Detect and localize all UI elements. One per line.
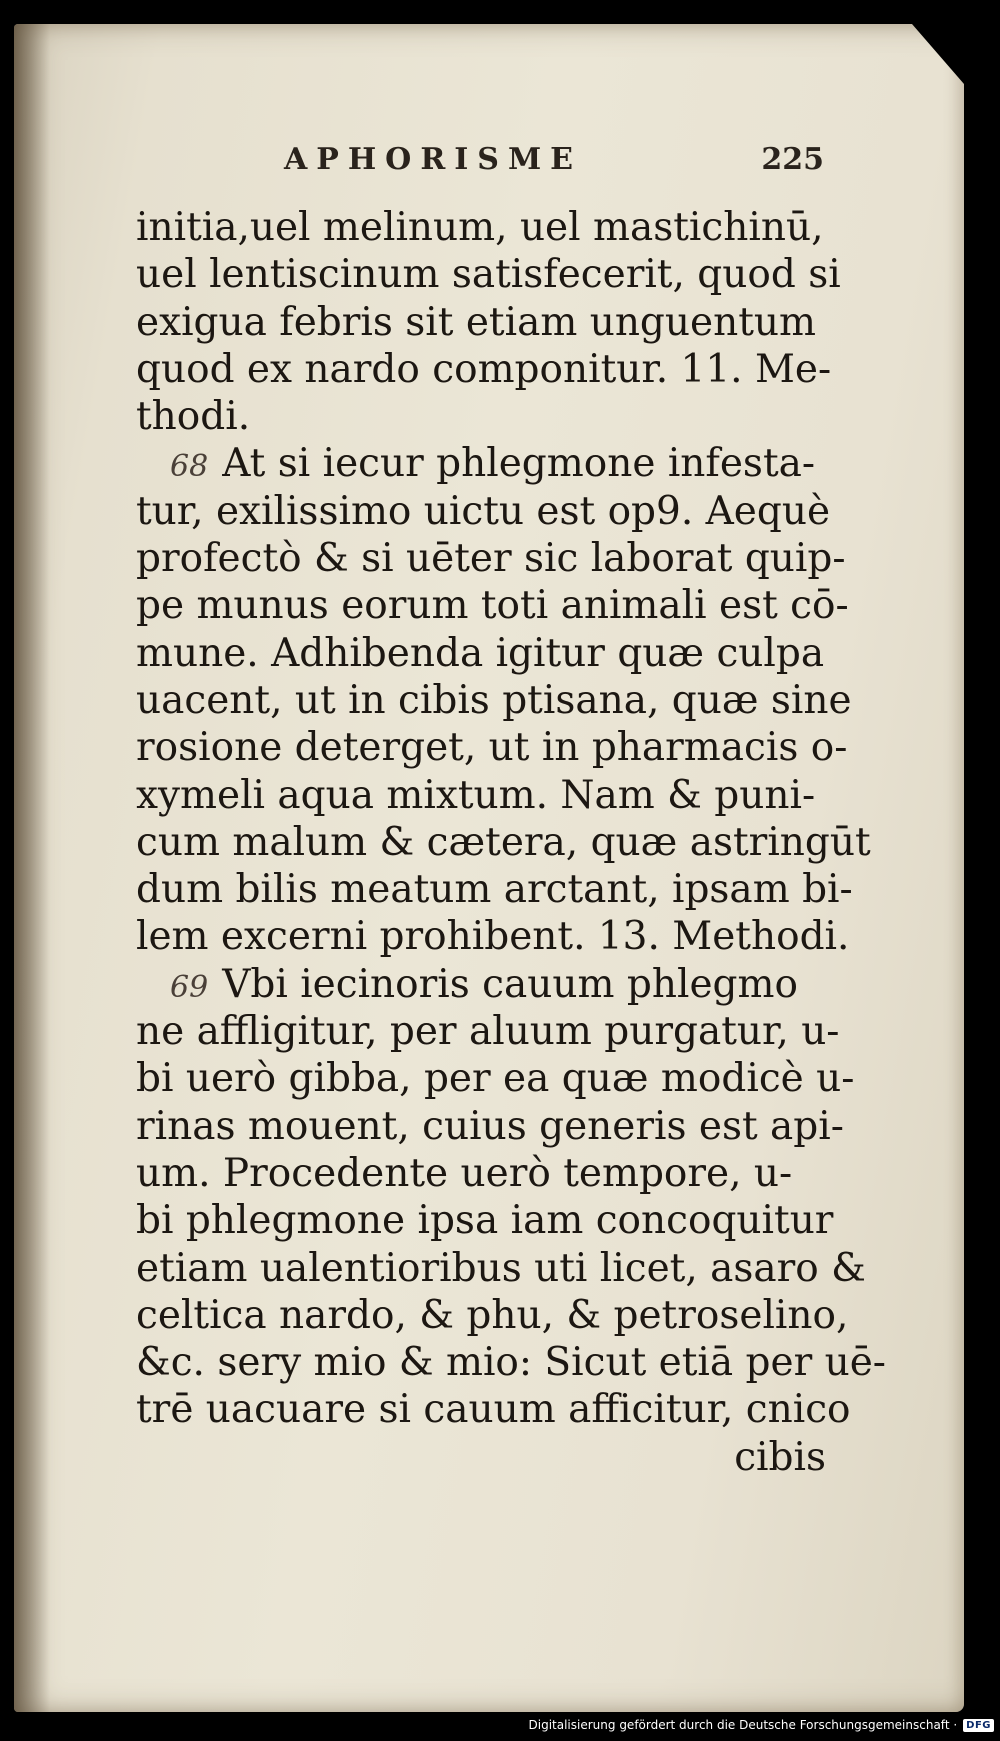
text-line <box>136 630 826 677</box>
text-line <box>136 1339 886 1386</box>
line-text: um. Procedente uerò tempore, u- <box>136 1150 793 1196</box>
text-line <box>136 488 831 535</box>
text-line <box>136 1055 855 1102</box>
text-line <box>136 1103 844 1150</box>
text-line <box>136 1245 866 1292</box>
text-line <box>136 772 826 819</box>
line-text: lem excerni prohibent. 13. Methodi. <box>136 914 850 960</box>
aphorism-number: 68 <box>170 449 209 485</box>
text-line <box>136 913 850 960</box>
text-line <box>136 535 846 582</box>
line-text: etiam ualentioribus uti licet, asaro & <box>136 1245 866 1291</box>
text-line <box>136 819 871 866</box>
torn-corner <box>912 24 964 84</box>
text-line <box>136 1292 849 1339</box>
line-text: rosione deterget, ut in pharmacis o- <box>136 725 848 771</box>
binding-gutter-shadow <box>14 24 50 1712</box>
line-text: dum bilis meatum arctant, ipsam bi- <box>136 867 853 913</box>
line-text: uel lentiscinum satisfecerit, quod si <box>136 252 841 298</box>
text-line <box>136 866 853 913</box>
credit-text: Digitalisierung gefördert durch die Deutsche Forschungsgemeinschaft · <box>528 1718 958 1732</box>
line-text: bi phlegmone ipsa iam concoquitur <box>136 1198 834 1244</box>
line-text: xymeli aqua mixtum. Nam & puni- <box>136 772 816 818</box>
text-line <box>136 393 826 440</box>
catchword: cibis <box>734 1434 826 1480</box>
line-text: thodi. <box>136 394 251 440</box>
line-text: uacent, ut in cibis ptisana, quæ sine <box>136 677 852 723</box>
text-line <box>136 251 841 298</box>
dfg-logo: DFG <box>963 1719 994 1732</box>
line-text: &c. sery mio & mio: Sicut etiā per uē- <box>136 1340 886 1386</box>
text-line <box>136 299 826 346</box>
text-line <box>136 724 848 771</box>
text-line <box>136 961 826 1008</box>
page-number: 225 <box>761 142 824 177</box>
text-line <box>136 582 849 629</box>
running-title: APHORISME <box>284 142 583 177</box>
text-line <box>136 1008 840 1055</box>
line-text: celtica nardo, & phu, & petroselino, <box>136 1292 849 1338</box>
line-text: pe munus eorum toti animali est cō- <box>136 583 849 629</box>
line-text: trē uacuare si cauum afficitur, cnico <box>136 1387 851 1433</box>
page-header <box>284 142 824 182</box>
text-line <box>136 440 826 487</box>
line-text: rinas mouent, cuius generis est api- <box>136 1103 844 1149</box>
text-line <box>136 677 852 724</box>
line-text: At si iecur phlegmone infesta- <box>222 441 816 487</box>
book-page <box>14 24 964 1712</box>
text-line <box>136 204 826 251</box>
text-line <box>136 1386 851 1433</box>
line-text: tur, exilissimo uictu est op9. Aequè <box>136 488 831 534</box>
line-text: mune. Adhibenda igitur quæ culpa <box>136 630 825 676</box>
line-text: bi uerò gibba, per ea quæ modicè u- <box>136 1056 855 1102</box>
line-text: initia,uel melinum, uel mastichinū, <box>136 205 824 250</box>
line-text: quod ex nardo componitur. 11. Me- <box>136 346 832 392</box>
line-text: exigua febris sit etiam unguentum <box>136 299 816 345</box>
aphorism-number: 69 <box>170 969 209 1005</box>
line-text: cum malum & cætera, quæ astringūt <box>136 819 871 865</box>
text-line <box>136 1197 834 1244</box>
line-text: Vbi iecinoris cauum phlegmo <box>222 961 798 1007</box>
text-line <box>136 346 832 393</box>
text-line <box>136 1150 826 1197</box>
line-text: profectò & si uēter sic laborat quip- <box>136 536 846 582</box>
line-text: ne affligitur, per aluum purgatur, u- <box>136 1009 840 1055</box>
digitization-credit <box>529 1715 994 1735</box>
body-text <box>136 204 886 1481</box>
